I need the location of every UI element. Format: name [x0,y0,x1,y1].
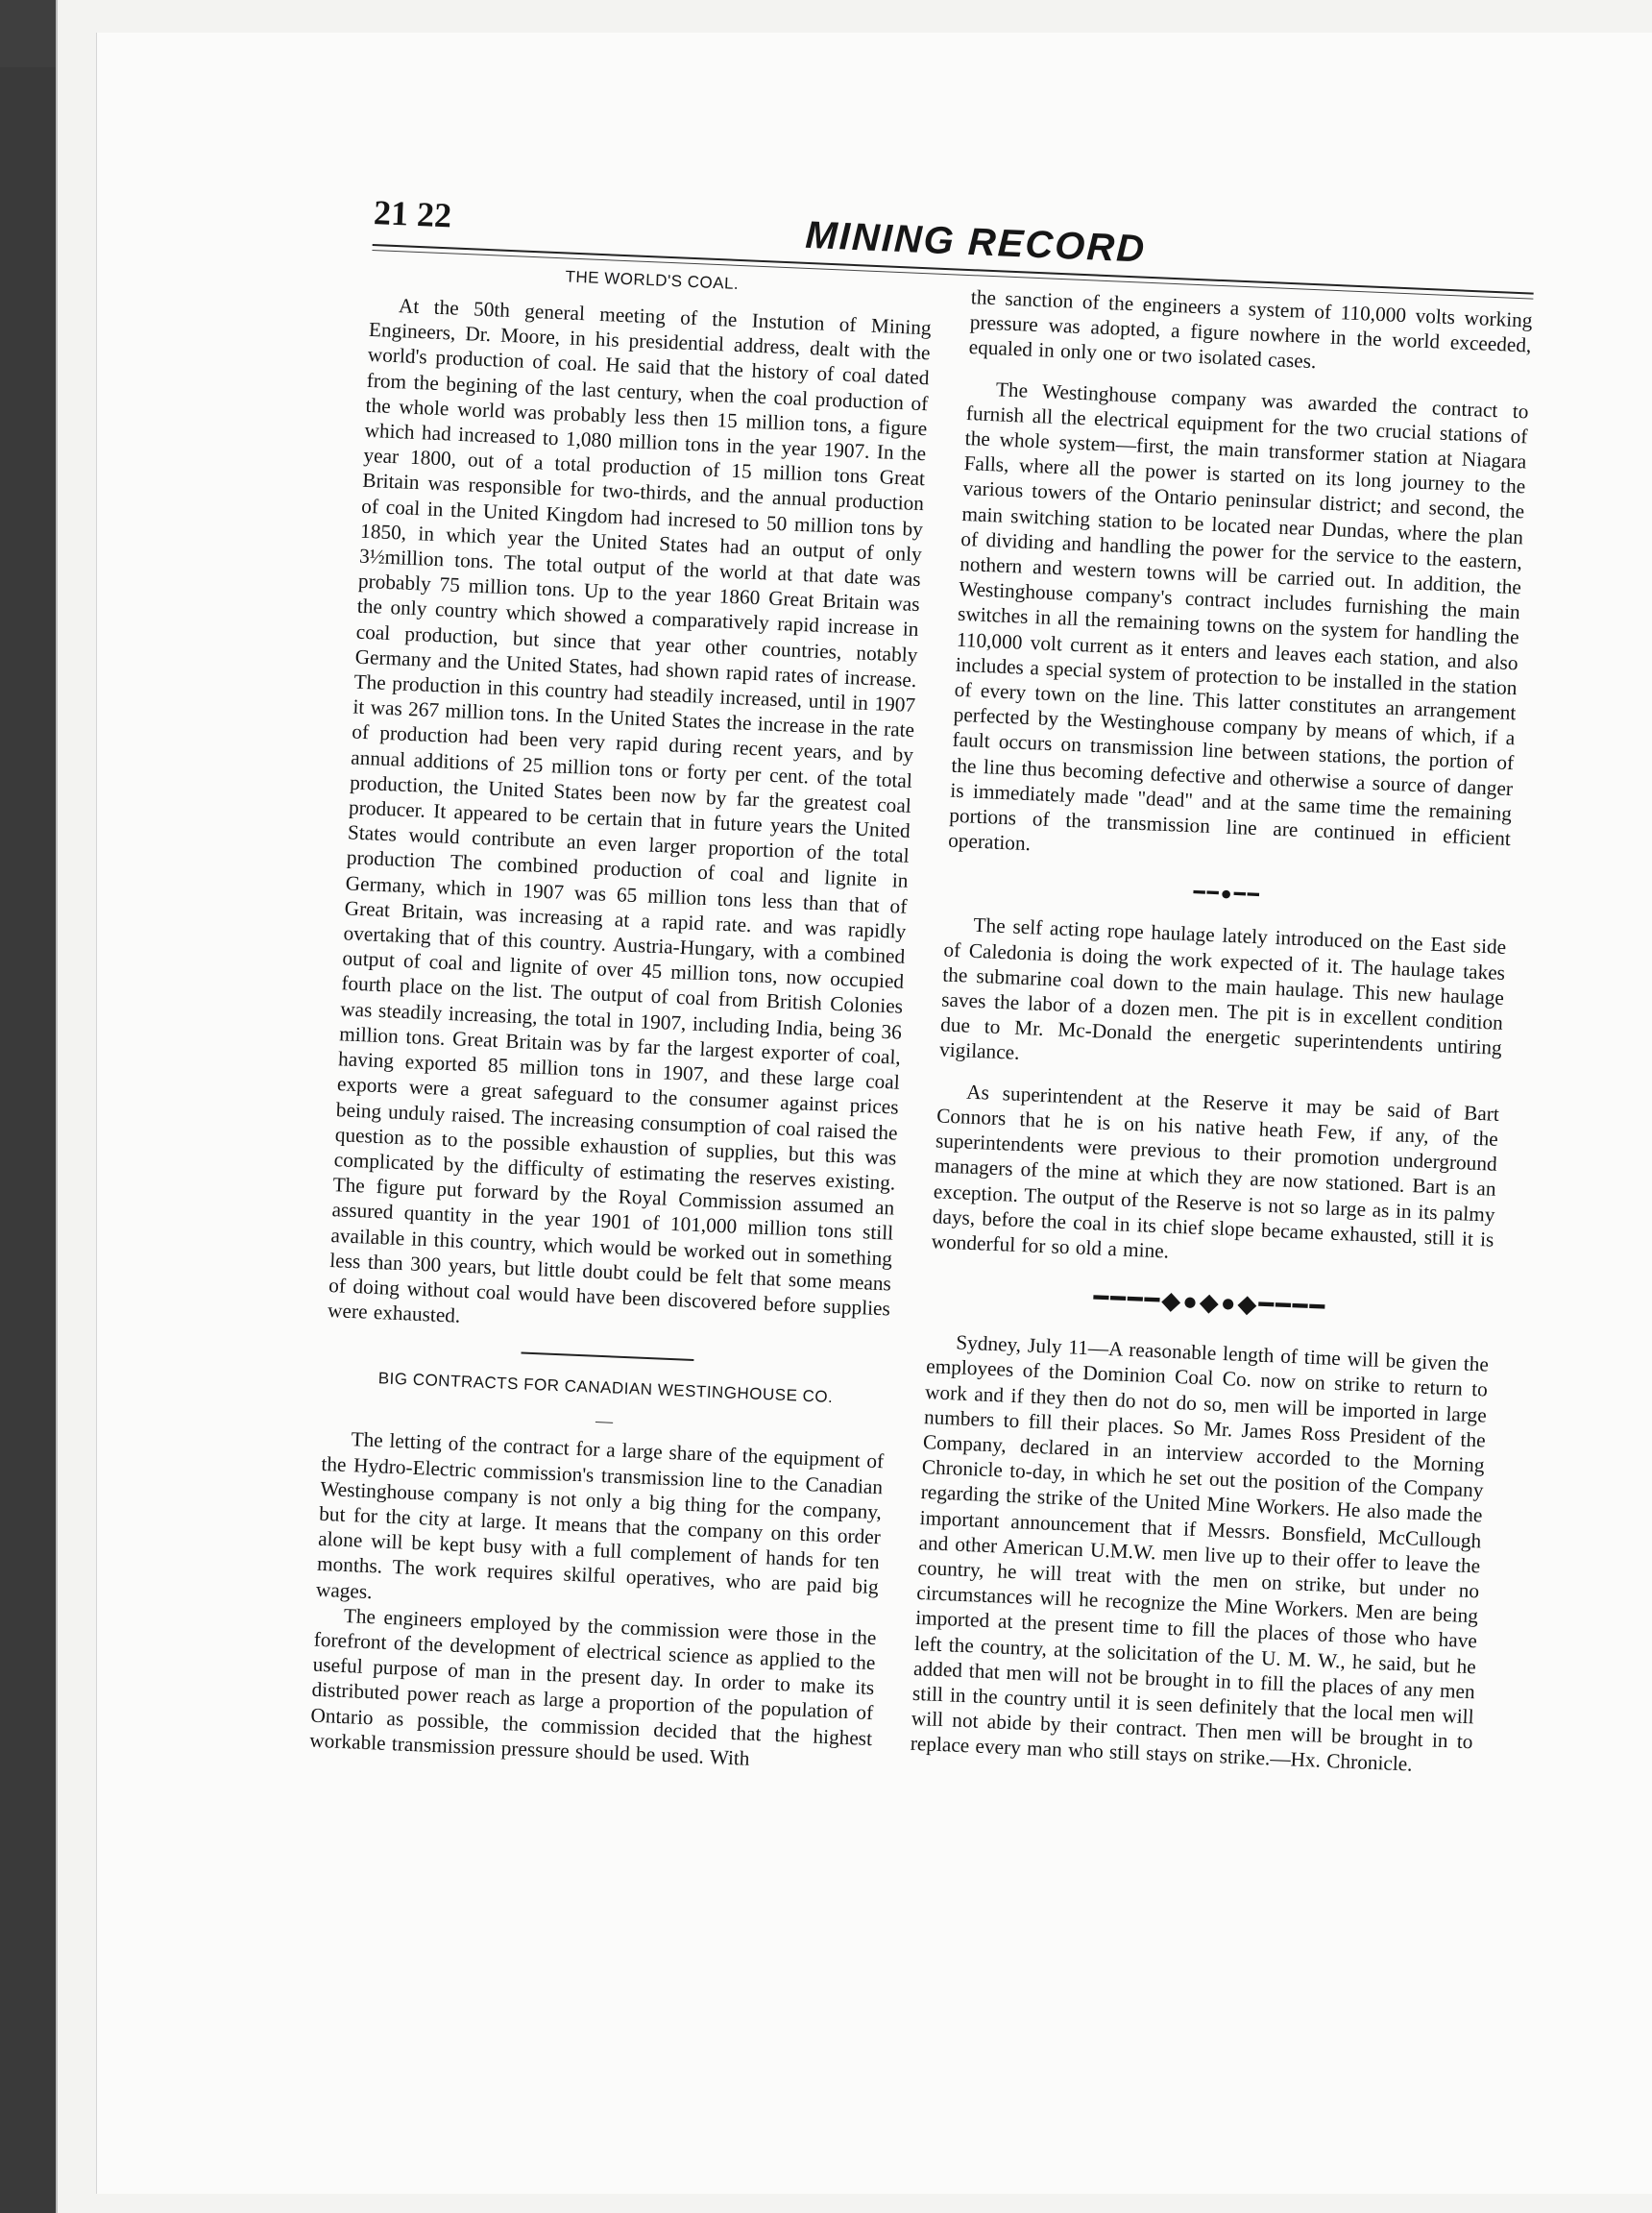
page-number: 21 22 [373,192,452,235]
article-paragraph: The engineers employed by the commission were those in the forefront of the development of electrical science as applied to the useful purpose of man in the present day. In order to make its distributed power reach as large a proportion of the population of Ontario as possible, the commission decided that the highest workable transmission pressure should be used. With [308,1603,877,1770]
ornament-divider: ━━●━━ [1193,882,1262,907]
article-paragraph: the sanction of the engineers a system of 110,000 volts working pressure was adopted, a figure nowhere in the world exceeded, equaled in only one or two isolated cases. [968,285,1533,374]
printed-page [298,192,1545,2074]
article-body: Sydney, July 11—A reasonable length of time will be given the employees of the Dominion Coal Co. now on strike to return to work and if they then do not do so, men will be imported in large numbers to fill their places. So Mr. James Ross President of the Company, declared in an interview accorded to the Morning Chronicle to-day, in which he set out the position of the Company regarding the strike of the United Mine Workers. He also made the important announcement that if Messrs. Bonsfield, McCullough and other American U.M.W. men live up to their offer to leave the country, he will treat with the men on strike, but under no circumstances will he recognize the Mine Workers. Men are being imported at the present time to fill the places of those who have left the country, at the solicitation of the U. M. W., he said, but he added that men will not be brought in to fill the places of any men still in the country until it is seen definitely that the local men will will not abide by their contract. Then men will be brought in to replace every man who still stays on strike.—Hx. Chronicle. [910,1330,1490,1777]
article-paragraph: The letting of the contract for a large share of the equipment of the Hydro-Electric commission's transmission line to the Canadian Westinghouse company is not only a big thing for the company, but for the city at large. It means that the company on this order alone will be kept busy with a full complement of hands for ten months. The work requires skilful operatives, who are paid big wages. [315,1427,885,1603]
article-paragraph: The Westinghouse company was awarded the contract to furnish all the electrical equipment for the two crucial stations of the whole system—first, the main transformer station at Niagara Falls, where all the power is started on its long journey to the various towers of the Ontario peninsular district; and second, the main switching station to be located near Dundas, where the plan of dividing and handling the power for the service to the eastern, nothern and western towns will be carried out. In addition, the Westinghouse company's contract includes furnishing the main switches in all the remaining towns on the system for handling the 110,000 volt current as it enters and leaves each station, and also includes a special system of protection to be installed in the station of every town on the line. This latter constitutes an arrangement perfected by the Westinghouse company by means of which, if a fault occurs on transmission line between stations, the portion of the line thus becoming defective and otherwise a source of danger is immediately made "dead" and at the same time the remaining portions of the transmission line are continued in efficient operation. [947,377,1530,856]
article-body: The self acting rope haulage lately introduced on the East side of Caledonia is doing the work expected of it. The haulage takes the submarine coal down to the main haulage. This new haulage saves the labor of a dozen men. The pit is in excellent condition due to Mr. Mc-Donald the energetic superintendents untiring vigilance. [938,913,1507,1065]
ornament-divider: ━━━━◆●◆●◆━━━━ [1093,1283,1327,1322]
article-body: As superintendent at the Reserve it may be said of Bart Connors that he is on his native heath Few, if any, of the superintendents were previous to their promotion underground managers of the mine at which they are now stationed. Bart is an exception. The output of the Reserve is not so large as in its palmy days, before the coal in its chief slope became exhausted, still it is wonderful for so old a mine. [931,1080,1500,1263]
article-body: At the 50th general meeting of the Instution of Mining Engineers, Dr. Moore, in his presidential address, dealt with the world's production of coal. He said that the history of coal dated from the begining of the last century, when the coal production of the whole world was probably less then 15 million tons, a figure which had increased to 1,080 million tons in the year 1907. In the year 1800, out of a total production of 15 million tons Great Britain was responsible for two-thirds, and the annual production of coal in the United Kingdom had incresed to 50 million tons by 1850, in which year the United States had an output of only 3½million tons. The total output of the world at that date was probably 75 million tons. Up to the year 1860 Great Britain was the only country which showed a comparatively rapid increase in coal production, but since that year other countries, notably Germany and the United States, had shown rapid rates of increase. The production in this country had steadily increased, until in 1907 it was 267 million tons. In the United States the increase in the rate of production had been very rapid during recent years, and by annual additions of 25 million tons or forty per cent. of the total production, the United States been now by far the greatest coal producer. It appeared to be certain that in future years the United States would contribute an even larger proportion of the total production The combined production of coal and lignite in Germany, which in 1907 was 65 million tons less than that of Great Britain, was increasing at a rapid rate. and was rapidly overtaking that of this country. Austria-Hungary, with a combined output of coal and lignite of over 45 million tons, now occupied fourth place on the list. The output of coal from British Colonies was steadily increasing, the total in 1907, including India, being 36 million tons. Great Britain was by far the largest exporter of coal, having exported 85 million tons in 1907, and these large coal exports were a great safeguard to the consumer against prices being unduly raised. The increasing consumption of coal raised the question as to the possible exhaustion of supplies, but this was complicated by the difficulty of estimating the reserves existing. The figure put forward by the Royal Commission assumed an assured quantity in the year 1901 of 101,000 million tons still available in this country, which would be worked out in something less than 300 years, but little doubt could be felt that some means of doing without coal would have been discovered before supplies were exhausted. [327,294,933,1327]
left-column [309,259,934,1776]
right-column [910,284,1533,1780]
section-divider [521,1352,693,1362]
article-headline: BIG CONTRACTS FOR CANADIAN WESTINGHOUSE CO. [377,1369,834,1407]
headline-dash: — [595,1411,614,1431]
running-title: MINING RECORD [804,213,1148,271]
article-headline: THE WORLD'S COAL. [565,267,740,293]
